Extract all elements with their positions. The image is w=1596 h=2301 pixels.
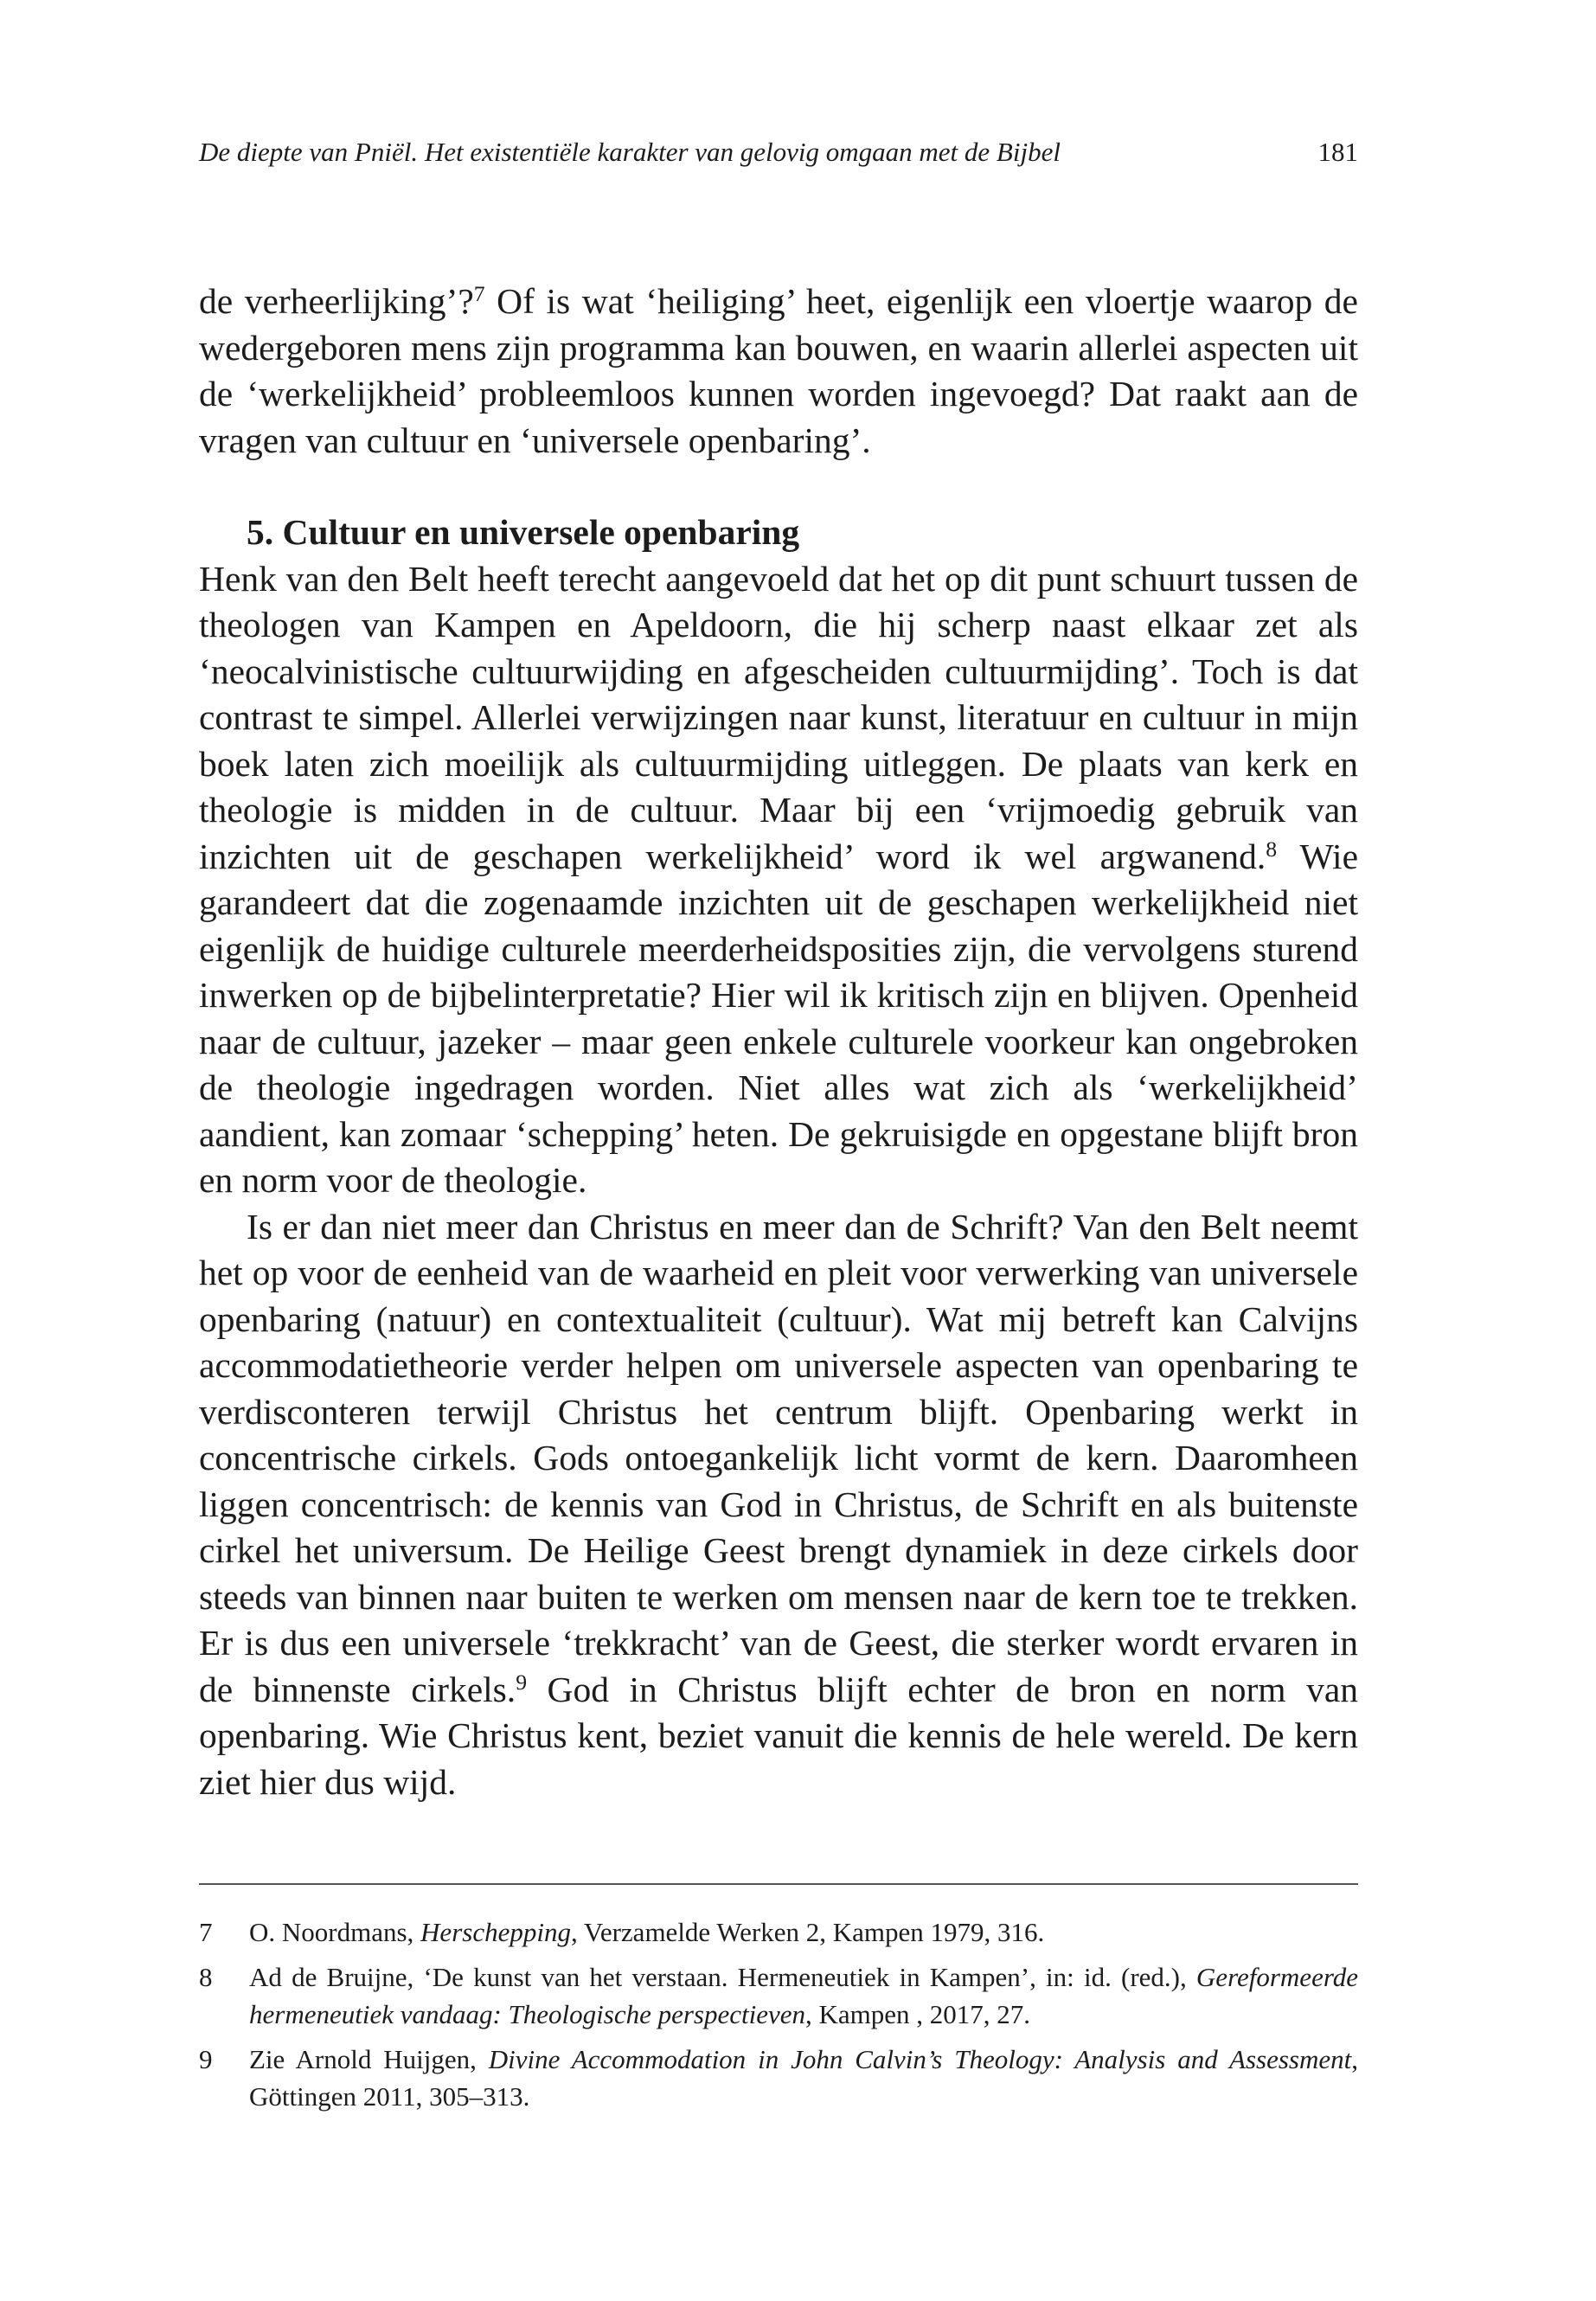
footnote-text: , Kampen , 2017, 27. xyxy=(805,1999,1031,2029)
footnote-9 xyxy=(199,2041,1358,2115)
paragraph xyxy=(199,1204,1358,1806)
section-heading: 5. Cultuur en universele openbaring xyxy=(247,512,800,552)
footnote-number: 8 xyxy=(199,1962,213,1992)
paragraph xyxy=(199,556,1358,1204)
paragraph-text: Henk van den Belt heeft terecht aangevoeld dat het op dit punt schuurt tussen de theologen van Kampen en Apeldoorn, die hij scherp naast elkaar zet als ‘neocalvinistische cultuurwijding en afgescheiden cultuurmijding’. Toch is dat contrast te simpel. Allerlei verwijzingen naar kunst, literatuur en cultuur in mijn boek laten zich moeilijk als cultuurmijding uitleggen. De plaats van kerk en theologie is midden in de cultuur. Maar bij een ‘vrijmoedig gebruik van inzichten uit de geschapen werkelijkheid’ word ik wel argwanend. xyxy=(199,558,1358,876)
paragraph-text: de verheerlijking’? xyxy=(199,281,474,321)
footnote-work-title: Divine Accommodation in John Calvin’s Theology: Analysis and Assessment xyxy=(488,2044,1352,2074)
footnotes xyxy=(199,1913,1358,2123)
footnote-work-title: Herschepping xyxy=(420,1917,571,1947)
paragraph-continuation xyxy=(199,279,1358,464)
footnote-text: O. Noordmans, xyxy=(249,1917,421,1947)
paragraph-text: God in Christus blijft echter de bron en norm van openbaring. Wie Christus kent, beziet vanuit die kennis de hele wereld. De kern ziet hier dus wijd. xyxy=(199,1669,1358,1802)
paragraph-text: Of is wat ‘heiliging’ heet, eigenlijk een vloertje waarop de wedergeboren mens zijn programma kan bouwen, en waarin allerlei aspecten uit de ‘werkelijkheid’ probleemloos kunnen worden ingevoegd? Dat raakt aan de vragen van cultuur en ‘universele openbaring’. xyxy=(199,281,1358,460)
footnote-text: , Göttingen 2011, 305–313. xyxy=(249,2044,1358,2112)
footnote-ref-8: 8 xyxy=(1266,836,1278,862)
running-header xyxy=(199,137,1358,180)
footnote-7 xyxy=(199,1913,1358,1951)
footnote-8 xyxy=(199,1958,1358,2033)
paragraph-text: Wie garandeert dat die zogenaamde inzichten uit de geschapen werkelijkheid niet eigenlijk de huidige culturele meerderheidsposities zijn, die vervolgens sturend inwerken op de bijbelinterpretatie? Hier wil ik kritisch zijn en blijven. Openheid naar de cultuur, jazeker – maar geen enkele culturele voorkeur kan ongebroken de theologie ingedragen worden. Niet alles wat zich als ‘werkelijkheid’ aandient, kan zomaar ‘schepping’ heten. De gekruisigde en opgestane blijft bron en norm voor de theologie. xyxy=(199,836,1358,1200)
footnote-text: , Verzamelde Werken 2, Kampen 1979, 316. xyxy=(570,1917,1045,1947)
paragraph-text: Is er dan niet meer dan Christus en meer dan de Schrift? Van den Belt neemt het op voor de eenheid van de waarheid en pleit voor verwerking van universele openbaring (natuur) en contextualiteit (cultuur). Wat mij betreft kan Calvijns accommodatietheorie verder helpen om universele aspecten van openbaring te verdisconteren terwijl Christus het centrum blijft. Openbaring werkt in concentrische cirkels. Gods ontoegankelijk licht vormt de kern. Daaromheen liggen concentrisch: de kennis van God in Christus, de Schrift en als buitenste cirkel het universum. De Heilige Geest brengt dynamiek in deze cirkels door steeds van binnen naar buiten te werken om mensen naar de kern toe te trekken. Er is dus een universele ‘trekkracht’ van de Geest, die sterker wordt ervaren in de binnenste cirkels. xyxy=(199,1206,1358,1709)
footnote-ref-7: 7 xyxy=(473,280,485,306)
footnote-work-title: Gereformeerde hermeneutiek vandaag: Theologische perspectieven xyxy=(249,1962,1358,2029)
footnote-number: 9 xyxy=(199,2044,213,2074)
running-title: De diepte van Pniël. Het existentiële karakter van gelovig omgaan met de Bijbel xyxy=(199,137,1061,167)
page-number: 181 xyxy=(1317,137,1358,167)
footnote-text: Zie Arnold Huijgen, xyxy=(249,2044,489,2074)
body-text xyxy=(199,279,1358,1805)
footnote-divider xyxy=(199,1883,1358,1885)
footnote-number: 7 xyxy=(199,1917,213,1947)
footnote-text: Ad de Bruijne, ‘De kunst van het verstaan. Hermeneutiek in Kampen’, in: id. (red.), xyxy=(249,1962,1196,1992)
footnote-ref-9: 9 xyxy=(516,1669,528,1695)
